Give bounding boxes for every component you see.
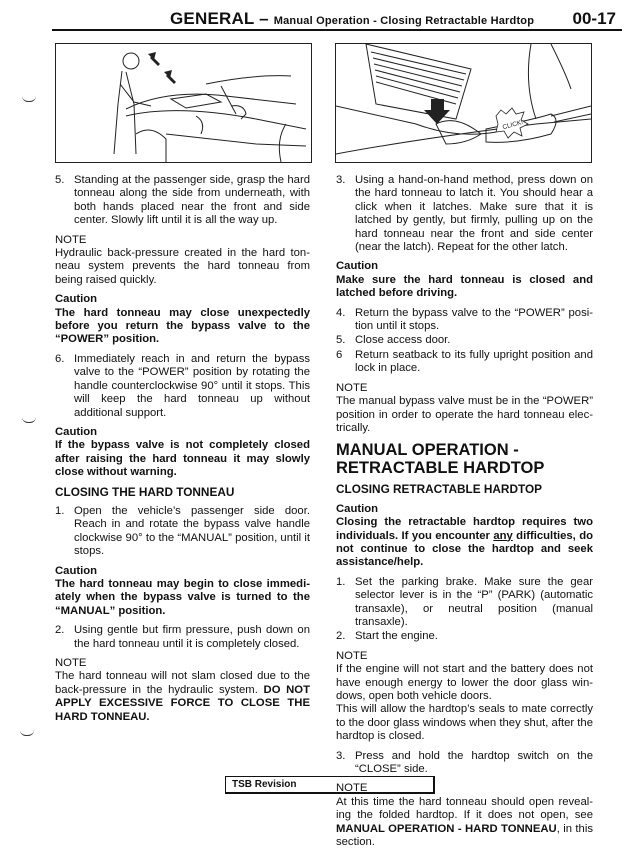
caution-block	[55, 565, 310, 619]
step-3	[336, 174, 593, 254]
step-number: 6.	[55, 352, 65, 365]
header-subtitle: Manual Operation - Closing Retractable Hardtop	[273, 15, 535, 27]
caution-heading: Caution	[336, 502, 379, 515]
note-block	[55, 657, 310, 724]
note-plain: The hard tonneau will not slam closed due to the back-pressure in the hydraulic system.	[55, 670, 310, 696]
caution-text	[336, 516, 593, 570]
left-column	[55, 174, 310, 730]
step-1	[55, 505, 310, 559]
caution-text: Make sure the hard tonneau is closed and latched before driving.	[336, 273, 593, 300]
note-heading: NOTE	[55, 233, 87, 246]
caution-underlined: any	[493, 529, 513, 542]
note-text	[55, 670, 310, 724]
main-heading: MANUAL OPERATION - RETRACTABLE HARDTOP	[336, 441, 545, 478]
caution-block	[55, 426, 310, 480]
arrow-up-icon	[164, 70, 176, 84]
arrow-down-icon	[424, 99, 450, 124]
binder-mark	[20, 730, 34, 736]
step-number: 2.	[55, 624, 65, 637]
header-rule	[52, 29, 622, 31]
figure-lifting-tonneau	[55, 43, 312, 163]
step-5	[336, 334, 593, 347]
arrow-up-icon	[148, 52, 160, 66]
section-heading: CLOSING THE HARD TONNEAU	[55, 484, 235, 499]
note-text	[336, 796, 593, 850]
binder-mark	[22, 96, 36, 102]
section-heading: CLOSING RETRACTABLE HARDTOP	[336, 482, 543, 497]
car-lift-illustration	[56, 44, 311, 162]
step-number: 6	[336, 348, 343, 361]
caution-heading: Caution	[336, 260, 379, 273]
cross-reference: MANUAL OPERATION - HARD TONNEAU	[336, 822, 557, 835]
caution-text: The hard tonneau may close unexpectedly before you return the bypass valve to the “POWER” position.	[55, 306, 310, 346]
figure-latching-tonneau	[335, 43, 592, 163]
header-title	[170, 9, 534, 29]
note-text-part: At this time the hard tonneau should open revealing the folded hardtop. If it does not open, see	[336, 795, 593, 822]
caution-block	[336, 503, 593, 570]
step-5	[55, 174, 310, 228]
note-heading: NOTE	[336, 381, 368, 394]
click-callout: CLICK!	[501, 118, 524, 132]
note-block	[336, 650, 593, 744]
caution-heading: Caution	[55, 293, 98, 306]
step-number: 2.	[336, 630, 346, 643]
step-text: Return seatback to its fully upright position and lock in place.	[355, 348, 593, 375]
step-number: 3.	[336, 749, 346, 762]
caution-heading: Caution	[55, 564, 98, 577]
hardtop-step-3	[336, 750, 593, 777]
right-column	[336, 174, 593, 855]
step-number: 1.	[336, 575, 346, 588]
latch-illustration	[336, 44, 591, 162]
step-6	[55, 353, 310, 420]
caution-block	[336, 260, 593, 300]
step-text: Return the bypass valve to the “POWER” position until it stops.	[355, 306, 593, 333]
binder-mark	[22, 417, 36, 423]
step-4	[336, 307, 593, 334]
note-text-part: , in this section.	[336, 822, 593, 849]
step-number: 5.	[55, 174, 65, 186]
caution-block	[55, 293, 310, 347]
note-warning: DO NOT APPLY EXCESSIVE FORCE TO CLOSE THE HARD TONNEAU.	[55, 683, 310, 723]
caution-text-part: Closing the retractable hardtop requires two individuals. If you encounter	[336, 516, 593, 542]
step-text: Press and hold the hardtop switch on the “CLOSE” side.	[355, 749, 593, 776]
step-text: Standing at the passenger side, grasp the hard tonneau along the side from underneath, with both hands placed near the front and side center. Slowly lift until it is all the way up.	[74, 174, 310, 227]
step-text: Using gentle but firm pressure, push down on the hard tonneau until it is completely closed.	[74, 624, 310, 650]
caution-text-part: difficulties, do not continue to close the hardtop and seek assistance/help.	[336, 529, 593, 569]
header-section: GENERAL	[170, 9, 255, 28]
step-number: 5.	[336, 334, 346, 347]
hardtop-step-1	[336, 576, 593, 630]
step-text: Using a hand-on-hand method, press down on the hard tonneau to latch it. You should hear a click when it latches. Make sure that it is latched by gently, but firmly, pulling up on the hard tonneau near the front and side center (near the latch). Repeat for the other latch.	[355, 174, 593, 254]
step-6	[336, 349, 593, 376]
note-block	[55, 234, 310, 288]
caution-text: If the bypass valve is not completely closed after raising the hard tonneau it may slowly close without warning.	[55, 439, 310, 479]
note-text: If the engine will not start and the battery does not have enough energy to lower the door glass windows, open both vehicle doors.	[336, 663, 593, 702]
note-heading: NOTE	[55, 657, 87, 669]
page-header	[52, 6, 622, 30]
step-text: Close access door.	[355, 334, 451, 347]
step-text: Set the parking brake. Make sure the gear selector lever is in the “P” (PARK) (automatic transaxle), or neutral position (manual transaxle).	[355, 575, 593, 628]
note-heading: NOTE	[336, 782, 368, 795]
hardtop-step-2	[336, 630, 593, 643]
step-number: 3.	[336, 174, 346, 186]
step-number: 1.	[55, 504, 65, 517]
step-text: Immediately reach in and return the bypass valve to the “POWER” position by rotating the handle counterclockwise 90° until it stops. This will keep the hard tonneau up without additional support.	[74, 352, 310, 419]
caution-text: The hard tonneau may begin to close immediately when the bypass valve is turned to the “MANUAL” position.	[55, 577, 310, 617]
tsb-revision-box: TSB Revision	[225, 776, 435, 794]
step-text: Start the engine.	[355, 630, 438, 643]
note-text: The manual bypass valve must be in the “POWER” position in order to operate the hard tonneau electrically.	[336, 395, 593, 434]
note-heading: NOTE	[336, 649, 368, 662]
step-text: Open the vehicle’s passenger side door. Reach in and rotate the bypass valve handle clockwise 90° to the “MANUAL” position, until it stops.	[74, 504, 310, 558]
note-text: This will allow the hardtop’s seals to mate correctly to the door glass windows when they shut, after the hardtop is closed.	[336, 703, 593, 743]
header-dash: –	[259, 9, 269, 28]
page-number: 00-17	[572, 9, 616, 28]
note-text: Hydraulic back-pressure created in the hard tonneau system prevents the hard tonneau from being raised quickly.	[55, 247, 310, 286]
step-2	[55, 624, 310, 651]
note-block	[336, 382, 593, 436]
caution-heading: Caution	[55, 425, 98, 438]
step-number: 4.	[336, 306, 346, 319]
